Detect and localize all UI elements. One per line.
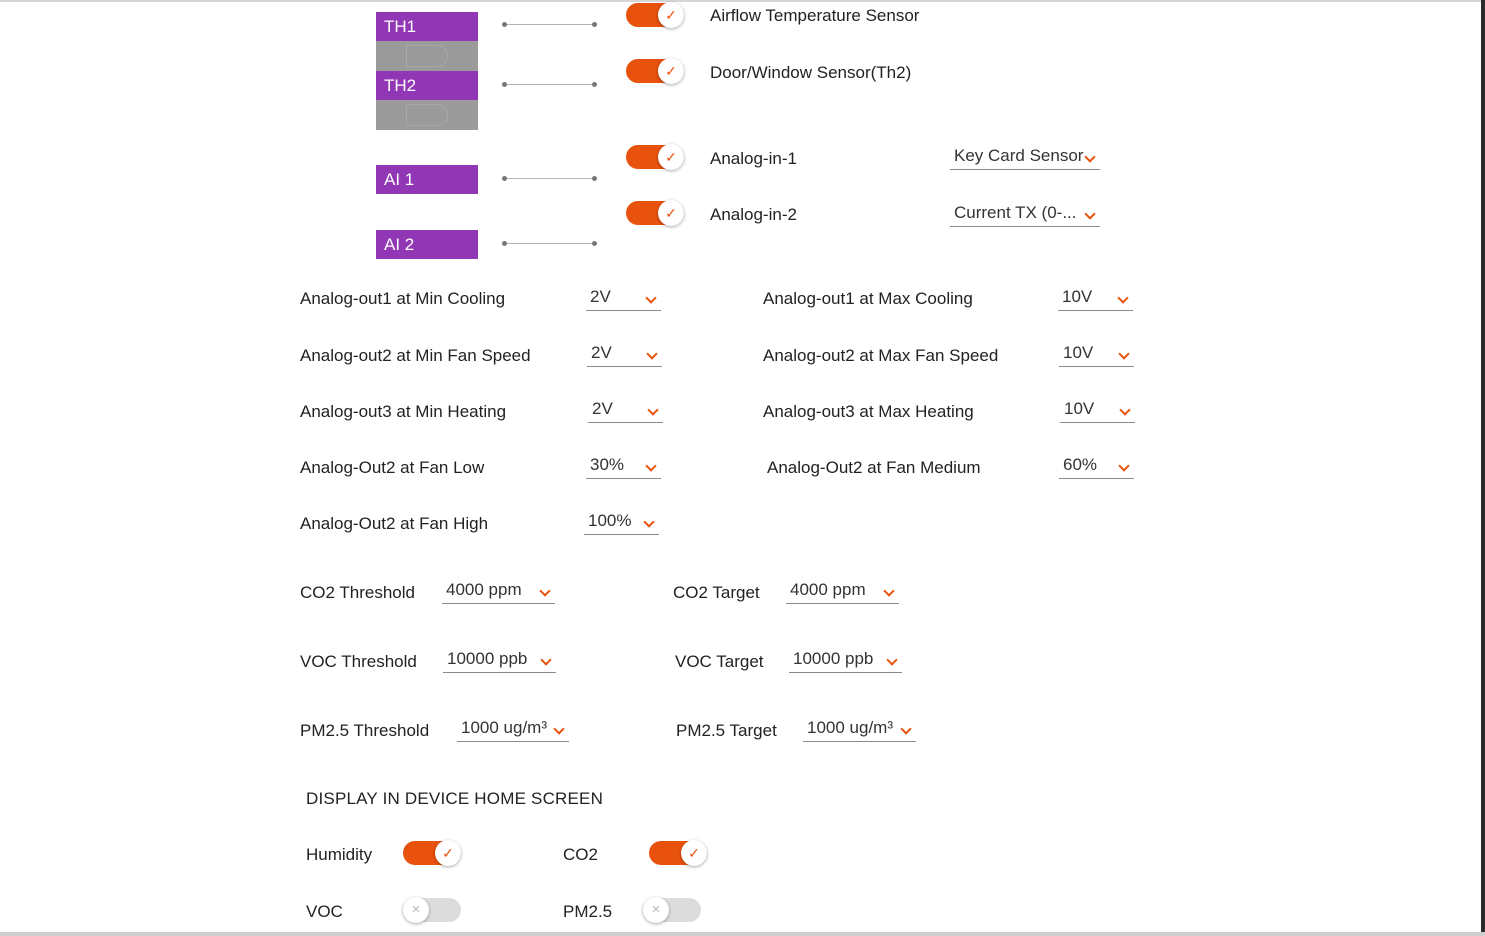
analog-in-2-label: Analog-in-2 [710,205,797,224]
humidity-label: Humidity [306,845,373,864]
pm25-target-label: PM2.5 Target [676,721,777,740]
co2-threshold-value: 4000 ppm [446,580,522,599]
co2-display-toggle[interactable] [649,840,709,866]
chevron-down-icon [646,348,657,359]
display-home-heading: DISPLAY IN DEVICE HOME SCREEN [306,789,604,808]
pm25-display-label: PM2.5 [563,902,613,921]
chevron-down-icon [643,516,654,527]
window-bottom-border [0,932,1485,936]
window-top-border [0,0,1485,2]
close-icon: ✕ [643,897,669,923]
out2-min-fan-select[interactable] [587,343,662,367]
out1-max-cooling-label: Analog-out1 at Max Cooling [763,289,973,308]
wire-ai1 [504,178,595,179]
pm25-display-toggle[interactable] [643,897,703,923]
terminal-ai2: AI 2 [376,230,478,259]
chevron-down-icon [900,723,911,734]
voc-threshold-value: 10000 ppb [447,649,528,668]
voc-target-select[interactable] [789,649,902,673]
chevron-down-icon [645,460,656,471]
airflow-sensor-toggle[interactable] [626,2,686,28]
check-icon: ✓ [658,200,684,226]
out1-min-cooling-select[interactable] [586,287,661,311]
out2-fan-high-value: 100% [588,511,632,530]
terminal-th2-connector [376,100,478,130]
out3-min-heating-select[interactable] [588,399,663,423]
co2-target-select[interactable] [786,580,899,604]
pm25-threshold-label: PM2.5 Threshold [300,721,430,740]
co2-target-value: 4000 ppm [790,580,866,599]
wire-th1 [504,24,595,25]
out1-min-cooling-value: 2V [590,287,611,306]
terminal-th1: TH1 [376,12,478,41]
out2-fan-high-select[interactable] [584,511,659,535]
pm25-threshold-select[interactable] [457,718,569,742]
chevron-down-icon [883,585,894,596]
out2-fan-medium-select[interactable] [1059,455,1134,479]
out1-max-cooling-value: 10V [1062,287,1093,306]
check-icon: ✓ [435,840,461,866]
voc-target-label: VOC Target [675,652,764,671]
window-scrollbar-edge [1481,0,1485,936]
chevron-down-icon [1119,404,1130,415]
co2-target-label: CO2 Target [673,583,760,602]
chevron-down-icon [540,654,551,665]
check-icon: ✓ [658,58,684,84]
chevron-down-icon [886,654,897,665]
out3-min-heating-label: Analog-out3 at Min Heating [300,402,507,421]
analog-in-2-select[interactable] [950,203,1100,227]
voc-display-label: VOC [306,902,343,921]
chevron-down-icon [1117,292,1128,303]
close-icon: ✕ [403,897,429,923]
chevron-down-icon [1118,348,1129,359]
analog-in-2-value: Current TX (0-... [954,203,1077,222]
wire-th2 [504,84,595,85]
out2-max-fan-value: 10V [1063,343,1094,362]
pm25-target-select[interactable] [803,718,916,742]
door-window-sensor-label: Door/Window Sensor(Th2) [710,63,912,82]
chevron-down-icon [1084,151,1095,162]
analog-in-1-value: Key Card Sensor [954,146,1084,165]
out2-fan-high-label: Analog-Out2 at Fan High [300,514,489,533]
co2-threshold-label: CO2 Threshold [300,583,415,602]
out3-max-heating-select[interactable] [1060,399,1135,423]
door-window-sensor-toggle[interactable] [626,58,686,84]
pm25-threshold-value: 1000 ug/m³ [461,718,547,737]
out2-fan-low-select[interactable] [586,455,661,479]
chevron-down-icon [1118,460,1129,471]
out2-min-fan-label: Analog-out2 at Min Fan Speed [300,346,531,365]
analog-in-1-toggle[interactable] [626,144,686,170]
connector-icon [406,45,448,67]
out1-max-cooling-select[interactable] [1058,287,1133,311]
out2-fan-medium-value: 60% [1063,455,1098,474]
out3-max-heating-label: Analog-out3 at Max Heating [763,402,974,421]
terminal-th2: TH2 [376,71,478,100]
voc-display-toggle[interactable] [403,897,463,923]
check-icon: ✓ [658,2,684,28]
chevron-down-icon [1084,208,1095,219]
airflow-sensor-label: Airflow Temperature Sensor [710,6,920,25]
out2-fan-medium-label: Analog-Out2 at Fan Medium [767,458,981,477]
out1-min-cooling-label: Analog-out1 at Min Cooling [300,289,506,308]
chevron-down-icon [553,723,564,734]
out3-min-heating-value: 2V [592,399,613,418]
humidity-toggle[interactable] [403,840,463,866]
out2-fan-low-label: Analog-Out2 at Fan Low [300,458,485,477]
voc-threshold-label: VOC Threshold [300,652,417,671]
chevron-down-icon [539,585,550,596]
chevron-down-icon [647,404,658,415]
chevron-down-icon [645,292,656,303]
analog-in-1-select[interactable] [950,146,1100,170]
terminal-th1-connector [376,41,478,71]
wire-ai2 [504,243,595,244]
check-icon: ✓ [681,840,707,866]
co2-threshold-select[interactable] [442,580,555,604]
voc-threshold-select[interactable] [443,649,556,673]
co2-display-label: CO2 [563,845,598,864]
out2-max-fan-label: Analog-out2 at Max Fan Speed [763,346,999,365]
out3-max-heating-value: 10V [1064,399,1095,418]
voc-target-value: 10000 ppb [793,649,874,668]
out2-min-fan-value: 2V [591,343,612,362]
analog-in-1-label: Analog-in-1 [710,149,797,168]
out2-max-fan-select[interactable] [1059,343,1134,367]
terminal-ai1: AI 1 [376,165,478,194]
connector-icon [406,104,448,126]
out2-fan-low-value: 30% [590,455,625,474]
analog-in-2-toggle[interactable] [626,200,686,226]
check-icon: ✓ [658,144,684,170]
pm25-target-value: 1000 ug/m³ [807,718,893,737]
